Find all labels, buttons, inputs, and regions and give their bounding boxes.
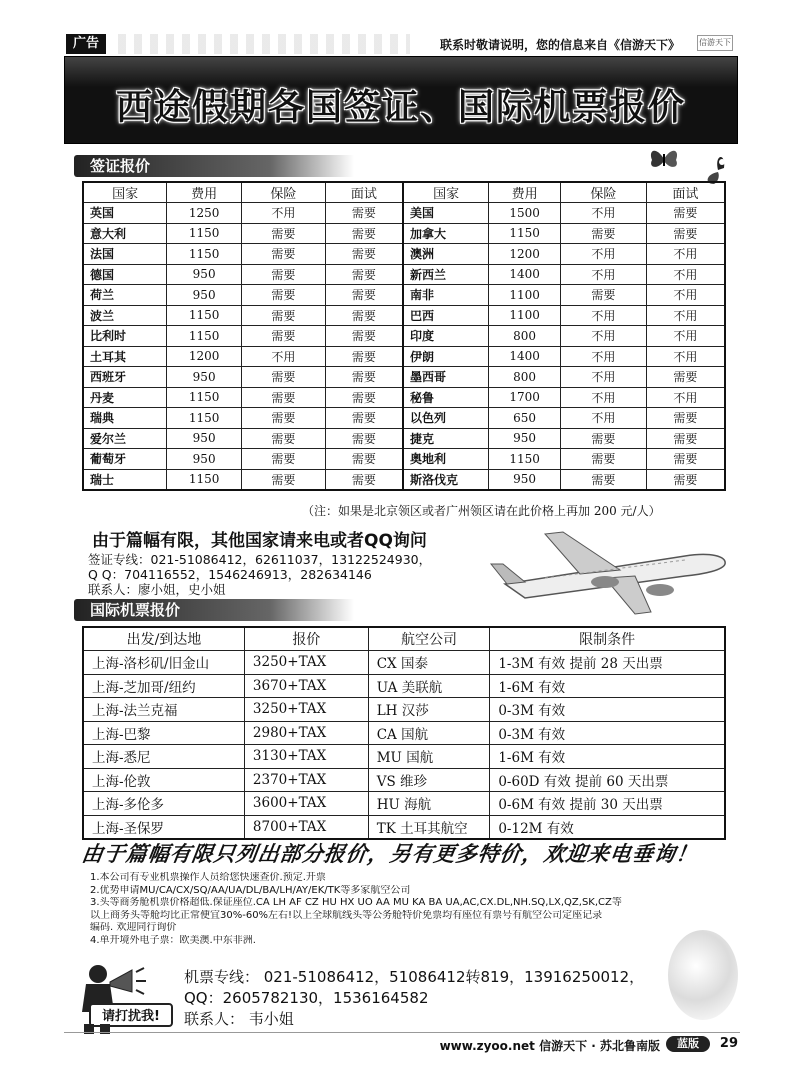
visa-insurance-cell: 需要 — [242, 223, 326, 244]
contact-note: 联系时敬请说明，您的信息来自《信游天下》 — [440, 38, 681, 52]
visa-row — [83, 428, 725, 449]
col-country: 国家 — [403, 182, 489, 203]
visa-table-header — [83, 182, 725, 203]
visa-insurance-cell: 不用 — [561, 244, 647, 265]
top-bar — [0, 0, 800, 56]
air-conditions-cell: 0-6M 有效 提前 30 天出票 — [490, 792, 725, 816]
visa-insurance-cell: 需要 — [561, 223, 647, 244]
col-fee: 费用 — [489, 182, 561, 203]
air-airline-cell: UA 美联航 — [368, 674, 490, 698]
visa-interview-cell: 不用 — [646, 264, 725, 285]
visa-fee-cell: 1400 — [489, 346, 561, 367]
visa-row — [83, 285, 725, 306]
col-interview: 面试 — [325, 182, 403, 203]
col-interview: 面试 — [646, 182, 725, 203]
visa-interview-cell: 需要 — [325, 326, 403, 347]
visa-interview-cell: 需要 — [325, 223, 403, 244]
service-notes — [90, 872, 720, 947]
air-price-cell: 2980+TAX — [244, 721, 368, 745]
visa-insurance-cell: 需要 — [242, 449, 326, 470]
visa-country-cell: 爱尔兰 — [83, 428, 167, 449]
visa-fee-cell: 1200 — [167, 346, 242, 367]
air-airline-cell: TK 土耳其航空 — [368, 815, 490, 839]
visa-fee-cell: 950 — [167, 449, 242, 470]
visa-fee-cell: 1400 — [489, 264, 561, 285]
visa-country-cell: 捷克 — [403, 428, 489, 449]
visa-fee-cell: 1150 — [167, 223, 242, 244]
visa-insurance-cell: 不用 — [561, 408, 647, 429]
visa-section-header: 签证报价 — [74, 155, 354, 177]
visa-interview-cell: 不用 — [646, 326, 725, 347]
callme-label: 请打扰我! — [102, 1009, 160, 1024]
air-route-cell: 上海-圣保罗 — [83, 815, 244, 839]
air-row — [83, 745, 725, 769]
visa-interview-cell: 需要 — [646, 449, 725, 470]
visa-interview-cell: 不用 — [646, 305, 725, 326]
visa-insurance-cell: 不用 — [561, 264, 647, 285]
air-conditions-cell: 1-6M 有效 — [490, 745, 725, 769]
air-price-cell: 2370+TAX — [244, 768, 368, 792]
visa-fee-cell: 800 — [489, 367, 561, 388]
visa-fee-cell: 1150 — [167, 408, 242, 429]
air-row — [83, 792, 725, 816]
air-route-cell: 上海-洛杉矶/旧金山 — [83, 651, 244, 675]
visa-row — [83, 305, 725, 326]
air-row — [83, 698, 725, 722]
visa-interview-cell: 需要 — [646, 428, 725, 449]
airplane-icon — [485, 526, 735, 616]
air-route-cell: 上海-芝加哥/纽约 — [83, 674, 244, 698]
visa-insurance-cell: 不用 — [561, 203, 647, 224]
banner-title: 西途假期各国签证、国际机票报价 — [115, 87, 686, 128]
air-conditions-cell: 1-3M 有效 提前 28 天出票 — [490, 651, 725, 675]
visa-row — [83, 346, 725, 367]
megaphone-man-icon — [70, 962, 174, 1036]
visa-country-cell: 加拿大 — [403, 223, 489, 244]
visa-row — [83, 449, 725, 470]
visa-country-cell: 丹麦 — [83, 387, 167, 408]
visa-country-cell: 西班牙 — [83, 367, 167, 388]
visa-interview-cell: 不用 — [646, 244, 725, 265]
air-route-cell: 上海-悉尼 — [83, 745, 244, 769]
visa-hotline: 签证专线：021-51086412，62611037，13122524930， — [88, 552, 432, 567]
visa-row — [83, 244, 725, 265]
air-airline-cell: LH 汉莎 — [368, 698, 490, 722]
air-table-header — [83, 627, 725, 651]
edition-badge: 蓝版 — [666, 1036, 710, 1052]
visa-price-table — [82, 181, 726, 491]
visa-insurance-cell: 需要 — [242, 469, 326, 490]
brand-logo: 信游天下 — [697, 35, 733, 51]
visa-fee-cell: 1150 — [167, 244, 242, 265]
visa-fee-cell: 950 — [167, 367, 242, 388]
note-line: 以上商务头等舱均比正常便宜30%-60%左右!以上全球航线头等公务舱特价免票均有座位有票号有航空公司定座记录 — [90, 909, 603, 921]
air-conditions-cell: 0-3M 有效 — [490, 721, 725, 745]
air-airline-cell: MU 国航 — [368, 745, 490, 769]
visa-fee-cell: 1200 — [489, 244, 561, 265]
title-banner — [64, 56, 738, 144]
visa-fee-cell: 950 — [489, 428, 561, 449]
visa-insurance-cell: 需要 — [242, 408, 326, 429]
visa-insurance-cell: 不用 — [561, 387, 647, 408]
air-airline-cell: CX 国泰 — [368, 651, 490, 675]
air-row — [83, 721, 725, 745]
visa-interview-cell: 需要 — [325, 367, 403, 388]
col-route: 出发/到达地 — [83, 627, 244, 651]
air-route-cell: 上海-伦敦 — [83, 768, 244, 792]
air-conditions-cell: 1-6M 有效 — [490, 674, 725, 698]
visa-country-cell: 南非 — [403, 285, 489, 306]
air-price-cell: 8700+TAX — [244, 815, 368, 839]
visa-fee-cell: 800 — [489, 326, 561, 347]
visa-interview-cell: 需要 — [325, 305, 403, 326]
visa-fee-cell: 1700 — [489, 387, 561, 408]
air-row — [83, 674, 725, 698]
visa-insurance-cell: 需要 — [242, 326, 326, 347]
visa-insurance-cell: 需要 — [242, 428, 326, 449]
visa-country-cell: 澳洲 — [403, 244, 489, 265]
decorative-image — [668, 930, 738, 1020]
visa-country-cell: 以色列 — [403, 408, 489, 429]
note-line: 2.优势申请MU/CA/CX/SQ/AA/UA/DL/BA/LH/AY/EK/TK等多家航空公司 — [90, 884, 411, 896]
air-route-cell: 上海-多伦多 — [83, 792, 244, 816]
visa-row — [83, 408, 725, 429]
visa-insurance-cell: 需要 — [561, 449, 647, 470]
visa-interview-cell: 需要 — [646, 203, 725, 224]
visa-country-cell: 意大利 — [83, 223, 167, 244]
col-fee: 费用 — [167, 182, 242, 203]
visa-interview-cell: 需要 — [325, 203, 403, 224]
visa-row — [83, 264, 725, 285]
visa-insurance-cell: 需要 — [242, 387, 326, 408]
visa-insurance-cell: 需要 — [242, 264, 326, 285]
visa-fee-cell: 950 — [167, 264, 242, 285]
visa-insurance-cell: 不用 — [561, 346, 647, 367]
visa-row — [83, 469, 725, 490]
col-insurance: 保险 — [561, 182, 647, 203]
visa-interview-cell: 需要 — [646, 367, 725, 388]
air-row — [83, 768, 725, 792]
air-section-header: 国际机票报价 — [74, 599, 354, 621]
visa-contact — [88, 552, 431, 597]
visa-country-cell: 瑞典 — [83, 408, 167, 429]
page-number: 29 — [719, 1036, 738, 1051]
air-conditions-cell: 0-60D 有效 提前 60 天出票 — [490, 768, 725, 792]
visa-fee-cell: 1150 — [167, 305, 242, 326]
visa-fee-cell: 950 — [167, 428, 242, 449]
col-country: 国家 — [83, 182, 167, 203]
visa-country-cell: 新西兰 — [403, 264, 489, 285]
visa-insurance-cell: 需要 — [242, 367, 326, 388]
visa-country-cell: 土耳其 — [83, 346, 167, 367]
visa-fee-cell: 650 — [489, 408, 561, 429]
visa-row — [83, 387, 725, 408]
page-footer — [64, 1032, 740, 1054]
checker-decoration — [110, 34, 410, 54]
note-line: 编码. 欢迎同行询价 — [90, 922, 177, 933]
visa-interview-cell: 需要 — [325, 387, 403, 408]
visa-country-cell: 瑞士 — [83, 469, 167, 490]
visa-interview-cell: 需要 — [646, 223, 725, 244]
visa-fee-cell: 1100 — [489, 285, 561, 306]
air-route-cell: 上海-巴黎 — [83, 721, 244, 745]
visa-row — [83, 203, 725, 224]
visa-country-cell: 印度 — [403, 326, 489, 347]
visa-interview-cell: 需要 — [325, 285, 403, 306]
visa-interview-cell: 需要 — [325, 244, 403, 265]
visa-country-cell: 法国 — [83, 244, 167, 265]
visa-insurance-cell: 不用 — [561, 326, 647, 347]
visa-interview-cell: 不用 — [646, 387, 725, 408]
visa-insurance-cell: 需要 — [242, 244, 326, 265]
air-price-cell: 3130+TAX — [244, 745, 368, 769]
visa-country-cell: 伊朗 — [403, 346, 489, 367]
air-airline-cell: CA 国航 — [368, 721, 490, 745]
visa-fee-cell: 1150 — [167, 469, 242, 490]
visa-country-cell: 斯洛伐克 — [403, 469, 489, 490]
air-conditions-cell: 0-12M 有效 — [490, 815, 725, 839]
air-ticket-table — [82, 626, 726, 840]
visa-fee-cell: 1150 — [167, 326, 242, 347]
limited-space-note: 由于篇幅有限，其他国家请来电或者QQ询问 — [92, 531, 427, 551]
note-line: 4.单开境外电子票：欧美澳.中东非洲. — [90, 934, 256, 946]
visa-country-cell: 荷兰 — [83, 285, 167, 306]
visa-row — [83, 367, 725, 388]
visa-row — [83, 223, 725, 244]
visa-insurance-cell: 需要 — [242, 285, 326, 306]
visa-fee-cell: 1500 — [489, 203, 561, 224]
visa-note: （注：如果是北京领区或者广州领区请在此价格上再加 200 元/人） — [302, 504, 661, 518]
visa-country-cell: 德国 — [83, 264, 167, 285]
air-price-cell: 3600+TAX — [244, 792, 368, 816]
note-line: 1.本公司有专业机票操作人员给您快速查价.预定.开票 — [90, 872, 326, 883]
visa-qq: Q Q：704116552，1546246913，282634146 — [88, 567, 372, 582]
visa-insurance-cell: 需要 — [561, 469, 647, 490]
visa-country-cell: 墨西哥 — [403, 367, 489, 388]
butterfly-icon — [646, 146, 682, 172]
col-airline: 航空公司 — [368, 627, 490, 651]
visa-interview-cell: 需要 — [325, 264, 403, 285]
col-price: 报价 — [244, 627, 368, 651]
visa-interview-cell: 需要 — [325, 346, 403, 367]
visa-fee-cell: 1150 — [167, 387, 242, 408]
visa-row — [83, 326, 725, 347]
air-airline-cell: HU 海航 — [368, 792, 490, 816]
ticket-contact-person: 联系人： 韦小姐 — [184, 1010, 294, 1028]
air-row — [83, 651, 725, 675]
visa-country-cell: 比利时 — [83, 326, 167, 347]
visa-interview-cell: 需要 — [325, 408, 403, 429]
visa-country-cell: 秘鲁 — [403, 387, 489, 408]
air-price-cell: 3250+TAX — [244, 698, 368, 722]
visa-fee-cell: 1100 — [489, 305, 561, 326]
air-conditions-cell: 0-3M 有效 — [490, 698, 725, 722]
visa-fee-cell: 1150 — [489, 223, 561, 244]
visa-insurance-cell: 需要 — [561, 428, 647, 449]
visa-insurance-cell: 不用 — [242, 203, 326, 224]
slogan: 由于篇幅有限只列出部分报价，另有更多特价，欢迎来电垂询！ — [80, 841, 700, 866]
visa-insurance-cell: 需要 — [561, 285, 647, 306]
footer-text: www.zyoo.net 信游天下 · 苏北鲁南版 — [439, 1039, 660, 1053]
visa-country-cell: 奥地利 — [403, 449, 489, 470]
visa-interview-cell: 不用 — [646, 285, 725, 306]
visa-interview-cell: 不用 — [646, 346, 725, 367]
air-row — [83, 815, 725, 839]
visa-country-cell: 巴西 — [403, 305, 489, 326]
ticket-contact — [184, 967, 644, 1030]
visa-country-cell: 葡萄牙 — [83, 449, 167, 470]
visa-fee-cell: 1250 — [167, 203, 242, 224]
visa-insurance-cell: 不用 — [561, 367, 647, 388]
air-airline-cell: VS 维珍 — [368, 768, 490, 792]
visa-fee-cell: 1150 — [489, 449, 561, 470]
visa-insurance-cell: 不用 — [561, 305, 647, 326]
visa-contact-person: 联系人：廖小姐，史小姐 — [88, 582, 226, 597]
note-line: 3.头等商务舱机票价格超低.保证座位.CA LH AF CZ HU HX UO AA MU KA BA UA,AC,CX.DL,NH.SQ,LX,QZ,SK,CZ等 — [90, 897, 622, 908]
visa-interview-cell: 需要 — [646, 408, 725, 429]
ad-tag: 广告 — [66, 34, 106, 54]
visa-country-cell: 美国 — [403, 203, 489, 224]
col-insurance: 保险 — [242, 182, 326, 203]
visa-insurance-cell: 需要 — [242, 305, 326, 326]
ticket-qq: QQ：2605782130，1536164582 — [184, 989, 429, 1007]
visa-country-cell: 英国 — [83, 203, 167, 224]
visa-interview-cell: 需要 — [325, 449, 403, 470]
visa-insurance-cell: 不用 — [242, 346, 326, 367]
air-price-cell: 3670+TAX — [244, 674, 368, 698]
visa-fee-cell: 950 — [167, 285, 242, 306]
col-conditions: 限制条件 — [490, 627, 725, 651]
visa-fee-cell: 950 — [489, 469, 561, 490]
visa-country-cell: 波兰 — [83, 305, 167, 326]
visa-interview-cell: 需要 — [646, 469, 725, 490]
air-price-cell: 3250+TAX — [244, 651, 368, 675]
visa-interview-cell: 需要 — [325, 469, 403, 490]
visa-interview-cell: 需要 — [325, 428, 403, 449]
air-route-cell: 上海-法兰克福 — [83, 698, 244, 722]
ticket-hotline: 机票专线： 021-51086412，51086412转819，13916250012， — [184, 968, 645, 986]
